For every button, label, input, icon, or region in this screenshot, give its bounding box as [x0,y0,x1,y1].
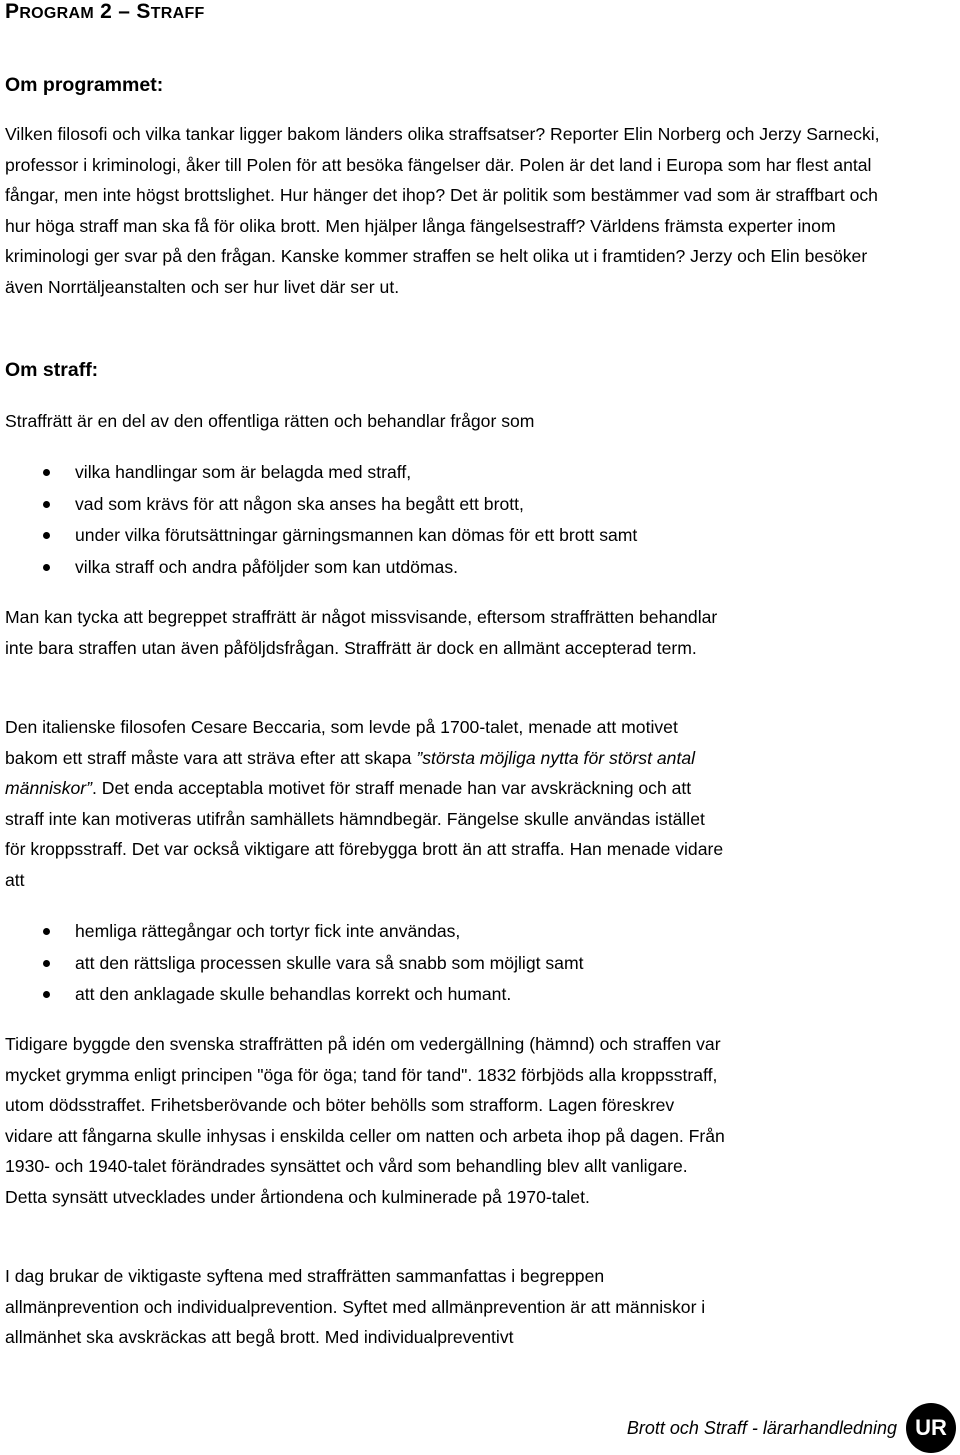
bullet-list-beccaria [5,916,905,1011]
list-item: vilka straff och andra påföljder som kan utdömas. [5,552,905,584]
bullet-icon [43,469,50,476]
footer-text: Brott och Straff - lärarhandledning [626,1418,897,1438]
bullet-icon [43,928,50,935]
list-item: att den rättsliga processen skulle vara så snabb som möjligt samt [5,948,905,980]
bullet-icon [43,960,50,967]
title-mid: 2 – [94,0,137,23]
paragraph-program: Vilken filosofi och vilka tankar ligger bakom länders olika straffsatser? Reporter Elin Norberg och Jerzy Sarnecki, professor i kriminologi, åker till Polen för att besöka fängelser där. Polen är det land i Europa som har flest antal fångar, men inte högst brottslighet. Hur hänger det ihop? Det är politik som bestämmer vad som är straffbart och hur höga straff man ska få för olika brott. Men hjälper långa fängelsestraff? Världens främsta experter inom kriminologi ger svar på den frågan. Kanske kommer straffen se helt olika ut i framtiden? Jerzy och Elin besöker även Norrtäljeanstalten och ser hur livet där ser ut. [5,124,880,297]
bullet-icon [43,501,50,508]
heading-om-straff: Om straff: [5,359,99,381]
title-cap-p: P [5,0,20,23]
beccaria-quote: ”största möjliga nytta för störst antal människor” [5,747,696,799]
paragraph-idag: I dag brukar de viktigaste syftena med straffrätten sammanfattas i begreppen allmänprevention och individualprevention. Syftet med allmänprevention är att människor i allmänhet ska avskräckas att begå brott. Med individualpreventivt [5,1266,706,1348]
ur-logo-icon [906,1403,956,1453]
list-item: vad som krävs för att någon ska anses ha begått ett brott, [5,489,905,521]
ur-logo-glyph [906,1403,956,1453]
bullet-list-straffratt [5,457,905,583]
bullet-icon [43,991,50,998]
paragraph-straffratt-intro: Straffrätt är en del av den offentliga rätten och behandlar frågor som [5,411,535,431]
svg-text:UR: UR [915,1415,947,1440]
paragraph-beccaria: Den italienske filosofen Cesare Beccaria, som levde på 1700-talet, menade att motivet bakom ett straff måste vara att sträva efter att skapa ”största möjliga nytta för störst antal människor”. Det enda acceptabla motivet för straff menade han var avskräckning och att straff inte kan motiveras utifrån samhällets hämndbegär. Fängelse skulle användas istället för kroppsstraff. Det var också viktigare att förebygga brott än att straffa. Han menade vidare att [5,717,724,890]
list-item: hemliga rättegångar och tortyr fick inte användas, [5,916,905,948]
title-rest-traff: TRAFF [150,5,205,22]
title-cap-s: S [136,0,151,23]
paragraph-tidigare: Tidigare byggde den svenska straffrätten på idén om vedergällning (hämnd) och straffen var mycket grymma enligt principen "öga för öga; tand för tand". 1832 förbjöds alla kroppsstraff, utom dödsstraffet. Frihetsberövande och böter behölls som strafform. Lagen föreskrev vidare att fångarna skulle inhysas i enskilda celler om natten och arbeta ihop på dagen. Från 1930- och 1940-talet förändrades synsättet och vård som behandling blev allt vanligare. Detta synsätt utvecklades under årtiondena och kulminerade på 1970-talet. [5,1034,725,1207]
list-item: under vilka förutsättningar gärningsmannen kan dömas för ett brott samt [5,520,905,552]
bullet-icon [43,532,50,539]
list-item: att den anklagade skulle behandlas korrekt och humant. [5,979,905,1011]
list-item: vilka handlingar som är belagda med straff, [5,457,905,489]
bullet-icon [43,564,50,571]
paragraph-missvisande: Man kan tycka att begreppet straffrätt är något missvisande, eftersom straffrätten behandlar inte bara straffen utan även påföljdsfrågan. Straffrätt är dock en allmänt accepterad term. [5,607,718,658]
heading-om-programmet: Om programmet: [5,74,164,96]
page-title [5,0,205,26]
title-rest-program: ROGRAM [19,5,94,22]
